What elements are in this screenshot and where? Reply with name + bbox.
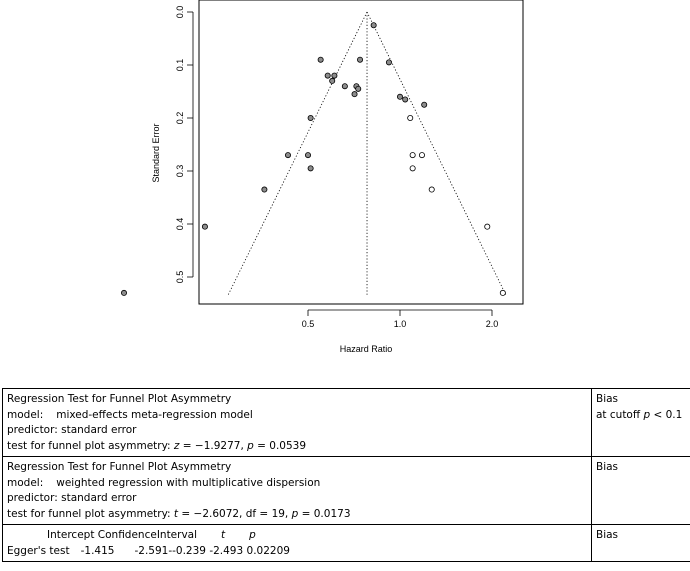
y-tick-label: 0.2 (175, 111, 185, 125)
egger-header-intercept: Intercept (47, 529, 95, 541)
observed-study-point (262, 187, 267, 192)
imputed-study-point (408, 115, 413, 120)
test-2-p-value: = 0.0173 (298, 507, 351, 520)
test-1-stat-value: = −1.9277, (179, 439, 248, 452)
observed-study-point (356, 86, 361, 91)
imputed-study-point (419, 153, 424, 158)
test-1-bias-cell (592, 389, 690, 457)
funnel-right-boundary (367, 12, 506, 296)
observed-study-point (332, 73, 337, 78)
test-2-statistic (7, 507, 587, 523)
observed-study-point (325, 73, 330, 78)
observed-study-point (305, 153, 310, 158)
x-tick-label: 1.0 (393, 319, 407, 329)
y-tick-label: 0.5 (175, 270, 185, 284)
y-tick-label: 0.0 (175, 5, 185, 19)
test-2-model-label: model: (7, 476, 44, 489)
egger-ci: -2.591--0.239 (134, 544, 206, 557)
test-1-stat-var: z (173, 439, 180, 452)
cutoff-var: p (643, 408, 651, 421)
test-1-statistic (7, 439, 587, 455)
test-1-p-value: = 0.0539 (253, 439, 307, 452)
observed-study-point (357, 57, 362, 62)
test-1-stat-prefix: test for funnel plot asymmetry: (7, 439, 174, 452)
imputed-study-point (485, 224, 490, 229)
test-2-bias-cell (592, 457, 690, 525)
test-2-model-value: weighted regression with multiplicative dispersion (56, 476, 321, 489)
observed-study-point (342, 84, 347, 89)
observed-study-point (308, 166, 313, 171)
x-tick-label: 2.0 (485, 319, 499, 329)
y-axis (175, 6, 193, 284)
egger-cell (3, 525, 592, 562)
x-tick-label: 0.5 (301, 319, 315, 329)
egger-header (7, 528, 587, 544)
test-row-1 (3, 389, 690, 457)
observed-study-point (371, 23, 376, 28)
test-2-stat-value: = −2.6072, df = 19, (178, 507, 292, 520)
test-1-cell (3, 389, 592, 457)
egger-intercept: -1.415 (80, 544, 115, 557)
cutoff-prefix: at cutoff (596, 408, 644, 421)
test-2-stat-prefix: test for funnel plot asymmetry: (7, 507, 174, 520)
imputed-study-point (500, 290, 505, 295)
imputed-study-point (410, 166, 415, 171)
observed-study-point (318, 57, 323, 62)
egger-header-t: t (221, 529, 226, 541)
results-table (2, 388, 690, 562)
y-tick-label: 0.3 (175, 164, 185, 178)
observed-study-point (397, 94, 402, 99)
test-1-model-value: mixed-effects meta-regression model (56, 408, 253, 421)
y-tick-label: 0.4 (175, 217, 185, 231)
test-row-2 (3, 457, 690, 525)
x-axis-label: Hazard Ratio (339, 344, 393, 354)
observed-study-point (386, 60, 391, 65)
egger-label: Egger's test (7, 544, 70, 557)
test-2-predictor: predictor: standard error (7, 492, 137, 504)
test-1-model (7, 408, 587, 424)
imputed-study-point (429, 187, 434, 192)
egger-values (7, 544, 587, 560)
egger-p: 0.02209 (246, 544, 290, 557)
egger-bias-cell (592, 525, 690, 562)
plot-frame (199, 0, 523, 304)
observed-study-point (422, 102, 427, 107)
test-2-p-var: p (291, 507, 299, 520)
observed-study-point (308, 115, 313, 120)
egger-bias-label: Bias (596, 529, 619, 541)
test-2-cell (3, 457, 592, 525)
egger-t: -2.493 (209, 544, 244, 557)
egger-header-ci: ConfidenceInterval (97, 529, 198, 541)
egger-header-p: p (249, 529, 256, 541)
test-1-predictor: predictor: standard error (7, 424, 137, 436)
test-1-bias-label: Bias (596, 393, 619, 405)
observed-study-point (403, 97, 408, 102)
test-2-title: Regression Test for Funnel Plot Asymmetry (7, 461, 232, 473)
test-1-cutoff (596, 408, 690, 424)
test-1-model-label: model: (7, 408, 44, 421)
test-2-stat-var: t (173, 507, 179, 520)
x-axis (302, 310, 499, 329)
test-2-bias-label: Bias (596, 461, 619, 473)
observed-study-point (285, 153, 290, 158)
imputed-study-point (410, 153, 415, 158)
cutoff-value: < 0.1 (650, 408, 683, 421)
funnel-lines (228, 12, 506, 296)
observed-study-point (121, 290, 126, 295)
y-axis-label: Standard Error (151, 123, 161, 183)
test-1-p-var: p (247, 439, 254, 452)
observed-study-point (202, 224, 207, 229)
y-tick-label: 0.1 (175, 58, 185, 72)
egger-row (3, 525, 690, 562)
test-2-model (7, 476, 587, 492)
observed-study-point (352, 92, 357, 97)
observed-study-point (330, 78, 335, 83)
funnel-left-boundary (228, 12, 367, 296)
test-1-title: Regression Test for Funnel Plot Asymmetry (7, 393, 232, 405)
